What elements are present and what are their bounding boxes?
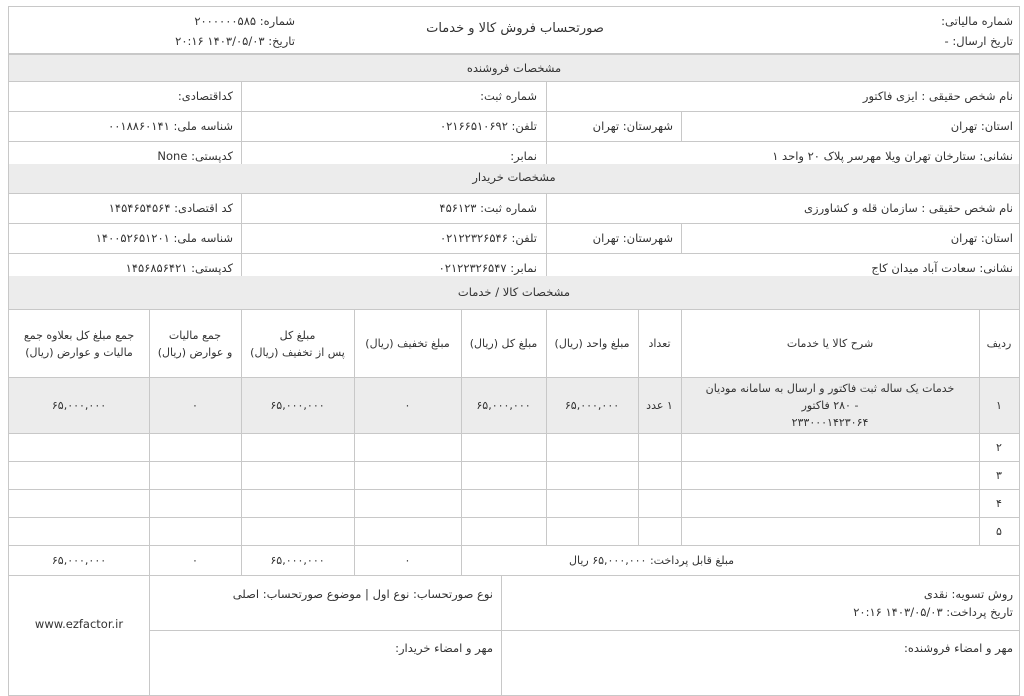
item-after-discount-cell: ۶۵,۰۰۰,۰۰۰ <box>270 399 325 412</box>
item-after-discount-cell <box>241 518 354 545</box>
item-total-cell <box>461 490 546 517</box>
seller-section-title: مشخصات فروشنده <box>8 54 1020 82</box>
buyer-national-id: شناسه ملی: ۱۴۰۰۵۲۶۵۱۲۰۱ <box>95 231 233 245</box>
seller-signature-label: مهر و امضاء فروشنده: <box>903 641 1013 655</box>
seller-address: نشانی: ستارخان تهران ویلا مهرسر پلاک ۲۰ واحد ۱ <box>772 149 1013 163</box>
item-unit-cell: ۶۵,۰۰۰,۰۰۰ <box>564 399 620 412</box>
buyer-signature-label: مهر و امضاء خریدار: <box>395 641 493 655</box>
item-qty-cell <box>638 434 681 461</box>
items-section-title: مشخصات کالا / خدمات <box>8 276 1020 310</box>
invoice <box>8 6 1020 696</box>
item-discount-cell <box>354 462 461 489</box>
col-header-qty: تعداد <box>648 337 671 350</box>
item-tax-cell: ۰ <box>192 399 198 412</box>
col-header-total: مبلغ کل (ریال) <box>469 337 538 350</box>
invoice-header <box>8 6 1020 54</box>
buyer-postal-code: کدپستی: ۱۴۵۶۸۵۶۴۲۱ <box>125 261 233 275</box>
buyer-name: نام شخص حقیقی : سازمان قله و کشاورزی <box>804 201 1013 215</box>
item-grand-cell <box>9 518 149 545</box>
buyer-fax: نمابر: ۰۲۱۲۲۳۲۶۵۴۷ <box>438 261 537 275</box>
item-discount-cell <box>354 490 461 517</box>
seller-province: استان: تهران <box>950 119 1013 133</box>
item-qty-cell <box>638 518 681 545</box>
col-header-grand-total: جمع مبلغ کل بعلاوه جمع مالیات و عوارض (ریال) <box>23 328 135 359</box>
invoice-date: تاریخ: ۱۴۰۳/۰۵/۰۳ ۲۰:۱۶ <box>175 34 295 48</box>
seller-economic-code: کداقتصادی: <box>177 89 233 103</box>
item-tax-cell <box>149 518 241 545</box>
item-unit-cell <box>546 490 638 517</box>
item-no-cell: ۳ <box>996 469 1002 482</box>
item-desc-cell: خدمات یک ساله ثبت فاکتور و ارسال به سامانه مودیان - ۲۸۰ فاکتور ۲۳۳۰۰۰۱۴۲۳۰۶۴ <box>705 382 955 429</box>
invoice-title: صورتحساب فروش کالا و خدمات <box>426 21 604 36</box>
table-row <box>8 462 1020 490</box>
total-tax: ۰ <box>192 554 198 567</box>
seller-postal-code: کدپستی: None <box>157 149 233 163</box>
table-row <box>8 378 1020 434</box>
col-header-desc: شرح کالا یا خدمات <box>786 337 874 350</box>
item-qty-cell <box>638 462 681 489</box>
item-discount-cell <box>354 518 461 545</box>
totals-row <box>8 546 1020 576</box>
website-link[interactable]: www.ezfactor.ir <box>34 617 124 631</box>
tax-number: شماره مالیاتی: <box>941 14 1013 28</box>
col-header-unit-price: مبلغ واحد (ریال) <box>554 337 630 350</box>
item-desc-cell <box>681 434 979 461</box>
item-discount-cell: ۰ <box>404 399 411 412</box>
item-after-discount-cell <box>241 490 354 517</box>
footer <box>8 576 1020 696</box>
item-grand-cell <box>9 462 149 489</box>
seller-row-2 <box>8 112 1020 142</box>
total-grand: ۶۵,۰۰۰,۰۰۰ <box>51 554 107 567</box>
seller-reg-number: شماره ثبت: <box>480 89 537 103</box>
buyer-economic-code: کد اقتصادی: ۱۴۵۴۶۵۴۵۶۴ <box>108 201 233 215</box>
item-discount-cell <box>354 434 461 461</box>
col-header-after-discount: مبلغ کل پس از تخفیف (ریال) <box>250 328 345 359</box>
item-qty-cell: ۱ عدد <box>646 399 673 412</box>
item-no-cell: ۲ <box>996 441 1002 454</box>
item-after-discount-cell <box>241 462 354 489</box>
buyer-section-title: مشخصات خریدار <box>8 164 1020 194</box>
table-row <box>8 490 1020 518</box>
total-discount: ۰ <box>404 554 411 567</box>
payable-amount: مبلغ قابل پرداخت: ۶۵,۰۰۰,۰۰۰ ریال <box>568 554 735 567</box>
item-qty-cell <box>638 490 681 517</box>
item-grand-cell <box>9 434 149 461</box>
table-row <box>8 518 1020 546</box>
item-desc-cell <box>681 462 979 489</box>
item-unit-cell <box>546 462 638 489</box>
buyer-phone: تلفن: ۰۲۱۲۲۳۲۶۵۴۶ <box>439 231 537 245</box>
item-no-cell: ۵ <box>996 525 1002 538</box>
item-tax-cell <box>149 490 241 517</box>
item-unit-cell <box>546 518 638 545</box>
buyer-row-1 <box>8 194 1020 224</box>
buyer-reg-number: شماره ثبت: ۴۵۶۱۲۳ <box>439 201 537 215</box>
item-no-cell: ۱ <box>996 399 1002 412</box>
seller-city: شهرستان: تهران <box>592 119 673 133</box>
invoice-type: نوع صورتحساب: نوع اول | موضوع صورتحساب: اصلی <box>232 587 493 601</box>
item-after-discount-cell <box>241 434 354 461</box>
settlement-method: روش تسویه: نقدی <box>923 587 1013 601</box>
total-after-discount: ۶۵,۰۰۰,۰۰۰ <box>270 554 325 567</box>
item-tax-cell <box>149 462 241 489</box>
payment-date: تاریخ پرداخت: ۱۴۰۳/۰۵/۰۳ ۲۰:۱۶ <box>853 605 1013 619</box>
item-total-cell <box>461 462 546 489</box>
item-unit-cell <box>546 434 638 461</box>
item-desc-cell <box>681 490 979 517</box>
table-row <box>8 434 1020 462</box>
col-header-discount: مبلغ تخفیف (ریال) <box>365 337 450 350</box>
item-no-cell: ۴ <box>996 497 1002 510</box>
send-date: تاریخ ارسال: - <box>944 34 1013 48</box>
item-desc-cell <box>681 518 979 545</box>
item-grand-cell: ۶۵,۰۰۰,۰۰۰ <box>51 399 107 412</box>
seller-phone: تلفن: ۰۲۱۶۶۵۱۰۶۹۲ <box>439 119 537 133</box>
item-total-cell: ۶۵,۰۰۰,۰۰۰ <box>476 399 531 412</box>
col-header-tax: جمع مالیات و عوارض (ریال) <box>157 328 233 359</box>
buyer-row-2 <box>8 224 1020 254</box>
item-tax-cell <box>149 434 241 461</box>
buyer-province: استان: تهران <box>950 231 1013 245</box>
col-header-row-no: ردیف <box>986 337 1012 350</box>
item-grand-cell <box>9 490 149 517</box>
item-total-cell <box>461 434 546 461</box>
seller-national-id: شناسه ملی: ۰۰۱۸۸۶۰۱۴۱ <box>108 119 233 133</box>
buyer-address: نشانی: سعادت آباد میدان کاج <box>871 261 1013 275</box>
invoice-number: شماره: ۲۰۰۰۰۰۰۵۸۵ <box>194 14 295 28</box>
items-header-row <box>8 310 1020 378</box>
item-total-cell <box>461 518 546 545</box>
seller-name: نام شخص حقیقی : ایزی فاکتور <box>862 89 1013 103</box>
seller-fax: نمابر: <box>510 149 537 163</box>
seller-row-1 <box>8 82 1020 112</box>
buyer-city: شهرستان: تهران <box>592 231 673 245</box>
